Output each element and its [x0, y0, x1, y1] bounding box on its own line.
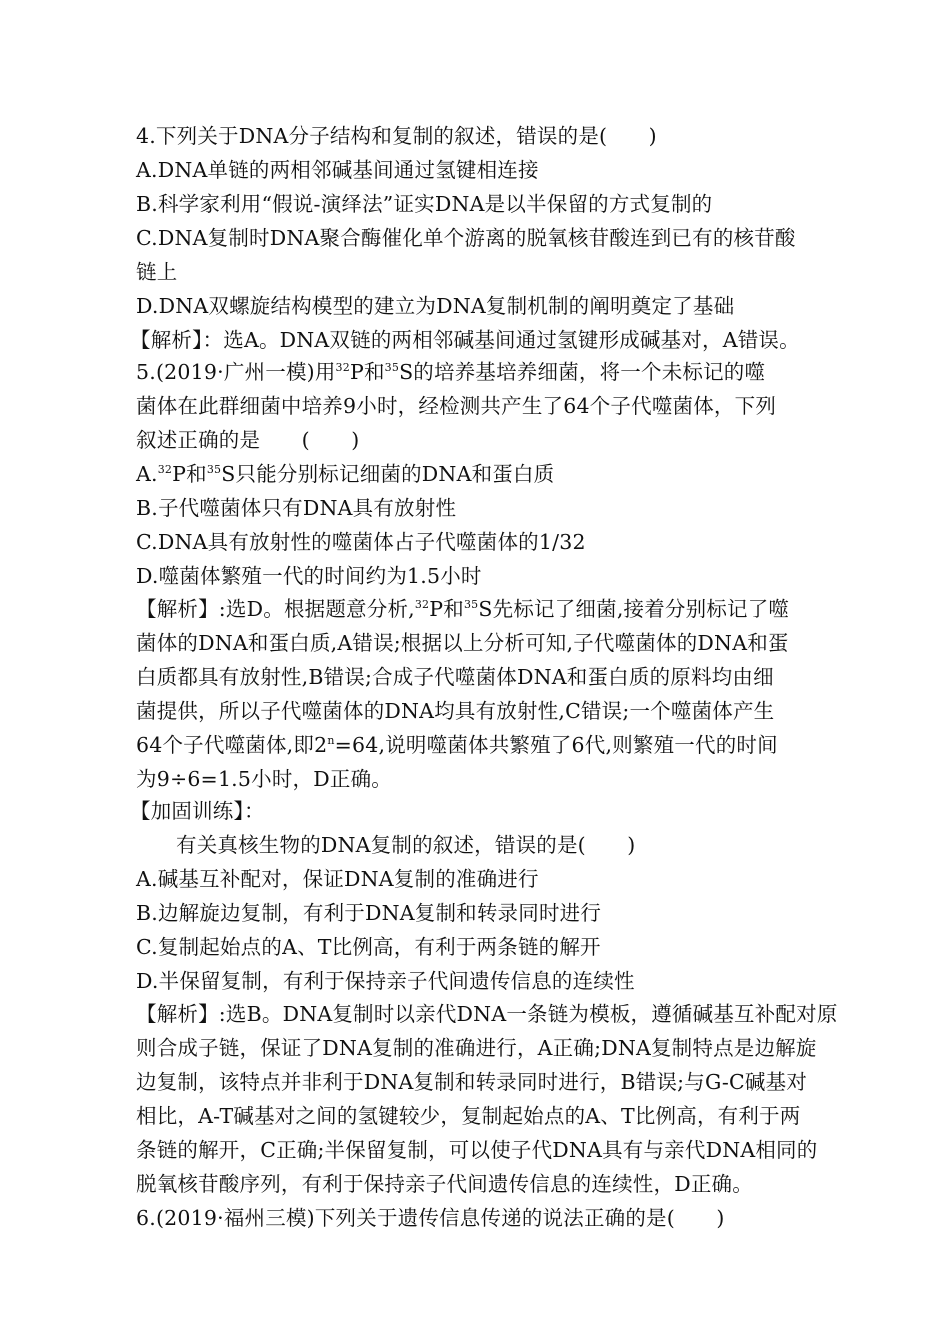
question-5-analysis-line6: 为9÷6=1.5小时，D正确。: [136, 767, 392, 791]
training-analysis-line1: 【解析】:选B。DNA复制时以亲代DNA一条链为模板，遵循碱基互补配对原: [136, 1002, 838, 1026]
isotope-mass-32: 32: [335, 361, 350, 374]
training-option-b: B.边解旋边复制，有利于DNA复制和转录同时进行: [136, 901, 602, 925]
training-option-c: C.复制起始点的A、T比例高，有利于两条链的解开: [136, 935, 601, 959]
question-4-option-d: D.DNA双螺旋结构模型的建立为DNA复制机制的阐明奠定了基础: [136, 294, 735, 318]
isotope-mass-35: 35: [384, 361, 400, 374]
question-5-analysis-line2: 菌体的DNA和蛋白质,A错误;根据以上分析可知,子代噬菌体的DNA和蛋: [136, 631, 789, 655]
question-6-stem: 6.(2019·福州三模)下列关于遗传信息传递的说法正确的是( ): [136, 1206, 725, 1230]
question-4-analysis: 【解析】：选A。DNA双链的两相邻碱基间通过氢键形成碱基对，A错误。: [130, 328, 800, 352]
question-5-analysis-line1: 【解析】:选D。根据题意分析,$^{32}$P和$^{35}$S先标记了细菌,接着分别标记了噬: [136, 597, 790, 621]
question-4-option-a: A.DNA单链的两相邻碱基间通过氢键相连接: [136, 158, 539, 182]
question-5-analysis-line3: 白质都具有放射性,B错误;合成子代噬菌体DNA和蛋白质的原料均由细: [136, 665, 774, 689]
training-analysis-line2: 则合成子链，保证了DNA复制的准确进行，A正确;DNA复制特点是边解旋: [136, 1036, 817, 1060]
training-analysis-line4: 相比，A-T碱基对之间的氢键较少，复制起始点的A、T比例高，有利于两: [136, 1104, 801, 1128]
question-4-stem: 4.下列关于DNA分子结构和复制的叙述，错误的是( ): [136, 124, 657, 148]
question-5-analysis-line5: 64个子代噬菌体,即$2^n=64$,说明噬菌体共繁殖了6代,则繁殖一代的时间: [136, 733, 778, 757]
training-option-d: D.半保留复制，有利于保持亲子代间遗传信息的连续性: [136, 969, 635, 993]
exponent-n: n: [327, 734, 335, 747]
question-4-option-c: C.DNA复制时DNA聚合酶催化单个游离的脱氧核苷酸连到已有的核苷酸: [136, 226, 796, 250]
training-stem: 有关真核生物的DNA复制的叙述，错误的是( ): [176, 833, 636, 857]
training-option-a: A.碱基互补配对，保证DNA复制的准确进行: [136, 867, 539, 891]
question-4-option-b: B.科学家利用“假说-演绎法”证实DNA是以半保留的方式复制的: [136, 192, 713, 216]
question-5-stem-line1: 5.(2019·广州一模)用$^{32}$P和$^{35}$S的培养基培养细菌，将一个未标记的噬: [136, 360, 766, 384]
question-5-option-a: A.$^{32}$P和$^{35}$S只能分别标记细菌的DNA和蛋白质: [136, 462, 555, 486]
question-5-stem-line3: 叙述正确的是 ( ): [136, 428, 360, 452]
question-5-option-c: C.DNA具有放射性的噬菌体占子代噬菌体的1/32: [136, 530, 586, 554]
question-5-option-d: D.噬菌体繁殖一代的时间约为1.5小时: [136, 564, 482, 588]
training-analysis-line5: 条链的解开，C正确;半保留复制，可以使子代DNA具有与亲代DNA相同的: [136, 1138, 818, 1162]
training-heading: 【加固训练】：: [130, 799, 265, 823]
question-4-option-c-cont: 链上: [136, 260, 178, 284]
question-5-option-b: B.子代噬菌体只有DNA具有放射性: [136, 496, 457, 520]
training-analysis-line6: 脱氧核苷酸序列，有利于保持亲子代间遗传信息的连续性，D正确。: [136, 1172, 753, 1196]
training-analysis-line3: 边复制，该特点并非利于DNA复制和转录同时进行，B错误;与G-C碱基对: [136, 1070, 808, 1094]
question-5-analysis-line4: 菌提供，所以子代噬菌体的DNA均具有放射性,C错误;一个噬菌体产生: [136, 699, 775, 723]
question-5-stem-line2: 菌体在此群细菌中培养9小时，经检测共产生了64个子代噬菌体，下列: [136, 394, 777, 418]
